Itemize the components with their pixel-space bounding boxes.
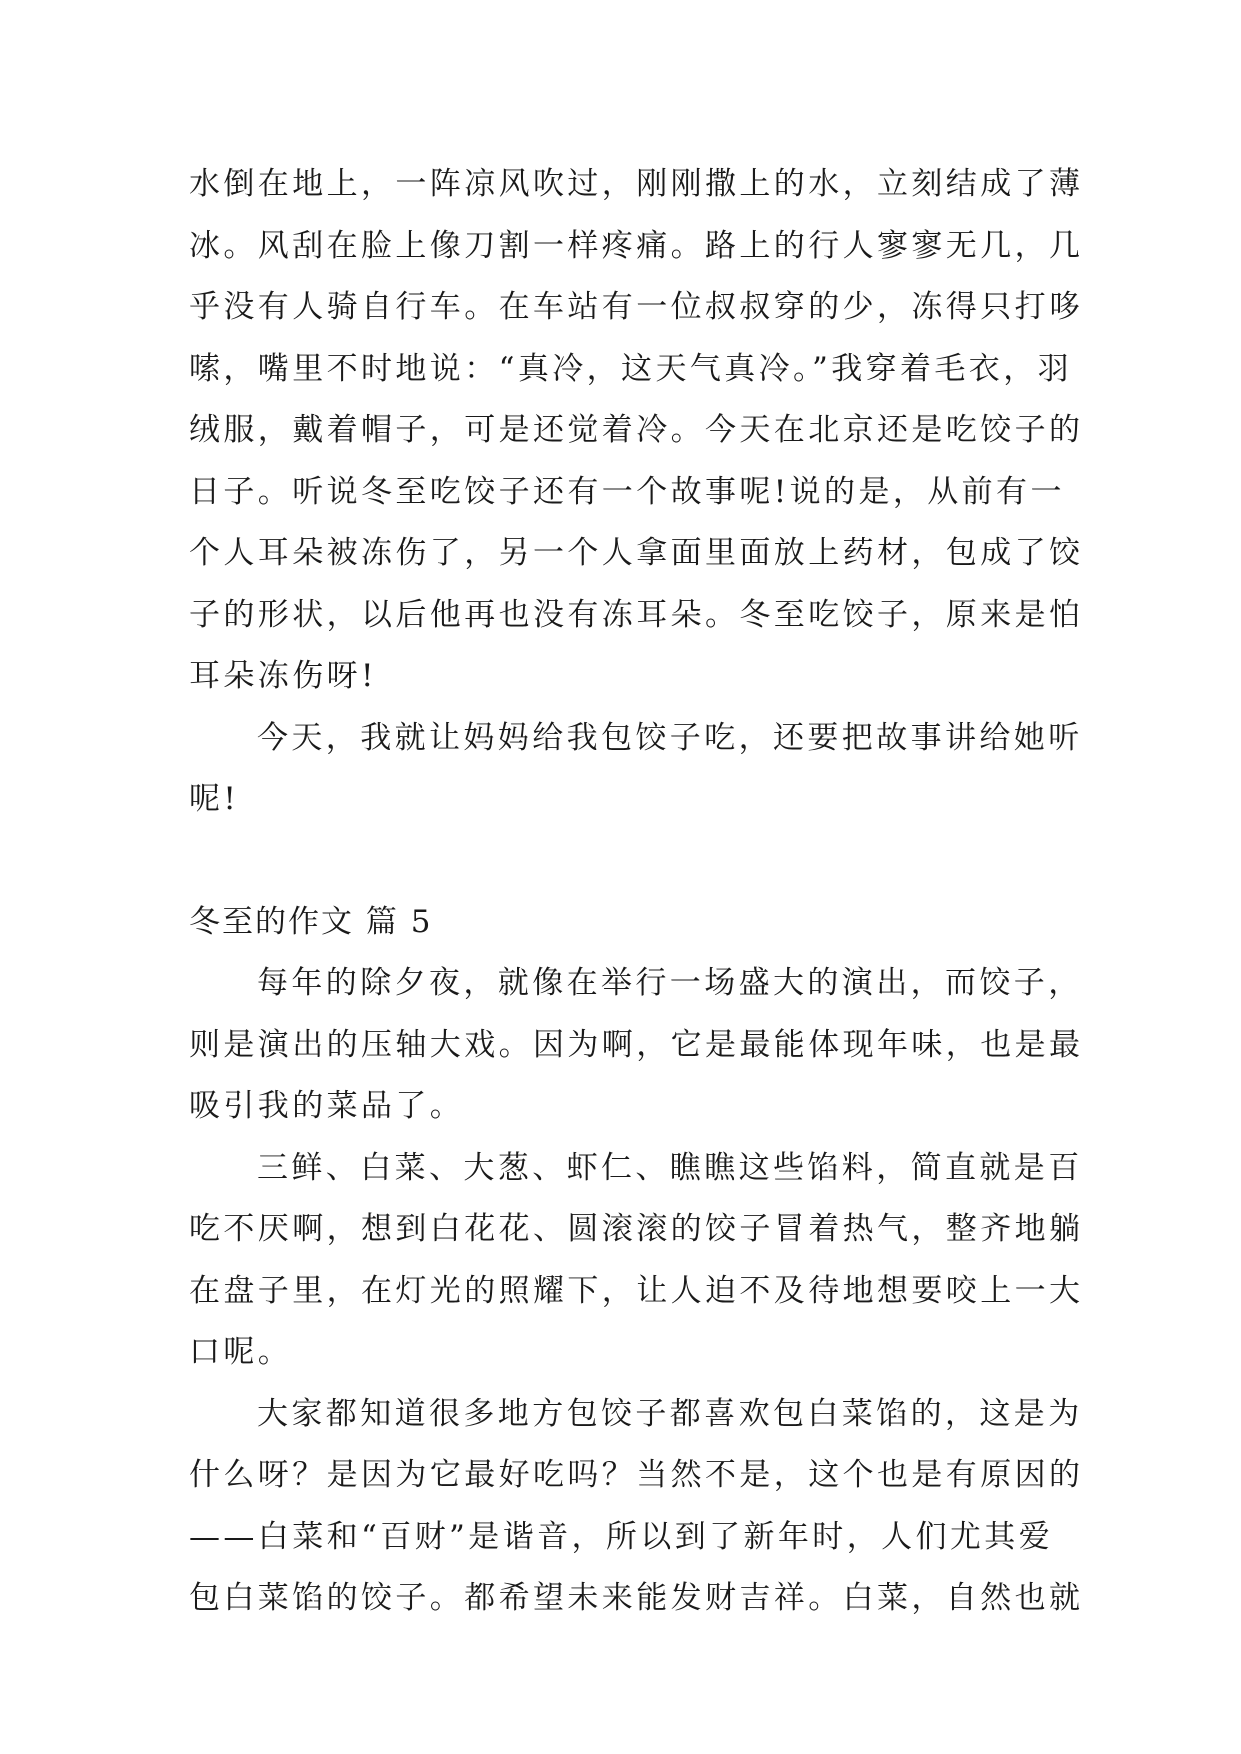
text-line: 每年的除夕夜，就像在举行一场盛大的演出，而饺子， bbox=[257, 965, 1083, 1001]
text-line: 包白菜馅的饺子。都希望未来能发财吉祥。白菜，自然也就 bbox=[189, 1580, 1084, 1616]
text-line: 子的形状，以后他再也没有冻耳朵。冬至吃饺子，原来是怕 bbox=[189, 596, 1084, 633]
text-line: 水倒在地上，一阵凉风吹过，刚刚撒上的水，立刻结成了薄 bbox=[189, 166, 1084, 202]
text-line: 冰。风刮在脸上像刀割一样疼痛。路上的行人寥寥无几，几 bbox=[189, 227, 1084, 264]
paragraph bbox=[189, 1384, 1084, 1630]
text-line: 什么呀？是因为它最好吃吗？当然不是，这个也是有原因的 bbox=[189, 1457, 1084, 1493]
text-line: 耳朵冻伤呀! bbox=[189, 658, 377, 694]
text-line: 日子。听说冬至吃饺子还有一个故事呢!说的是，从前有一 bbox=[189, 473, 1065, 510]
text-line: 大家都知道很多地方包饺子都喜欢包白菜馅的，这是为 bbox=[257, 1395, 1083, 1432]
section-spacer bbox=[189, 831, 1069, 892]
text-line: 则是演出的压轴大戏。因为啊，它是最能体现年味，也是最 bbox=[189, 1026, 1084, 1063]
paragraph bbox=[189, 708, 1083, 831]
text-line: 吸引我的菜品了。 bbox=[189, 1088, 465, 1124]
text-line: 三鲜、白菜、大葱、虾仁、瞧瞧这些馅料，简直就是百 bbox=[257, 1149, 1083, 1186]
paragraph bbox=[189, 953, 1084, 1138]
text-line: ——白菜和“百财”是谐音，所以到了新年时，人们尤其爱 bbox=[189, 1518, 1054, 1555]
document-body bbox=[189, 154, 1084, 1630]
text-line: 个人耳朵被冻伤了，另一个人拿面里面放上药材，包成了饺 bbox=[189, 535, 1084, 571]
text-line: 口呢。 bbox=[189, 1334, 293, 1370]
text-line: 乎没有人骑自行车。在车站有一位叔叔穿的少，冻得只打哆 bbox=[189, 289, 1084, 325]
text-line: 嗦，嘴里不时地说：“真冷，这天气真冷。”我穿着毛衣，羽 bbox=[189, 350, 1072, 387]
text-line: 吃不厌啊，想到白花花、圆滚滚的饺子冒着热气，整齐地躺 bbox=[189, 1211, 1084, 1247]
paragraph bbox=[189, 1138, 1084, 1384]
text-line: 绒服，戴着帽子，可是还觉着冷。今天在北京还是吃饺子的 bbox=[189, 412, 1084, 448]
text-line: 呢! bbox=[189, 781, 240, 817]
text-line: 今天，我就让妈妈给我包饺子吃，还要把故事讲给她听 bbox=[257, 719, 1083, 756]
text-line: 在盘子里，在灯光的照耀下，让人迫不及待地想要咬上一大 bbox=[189, 1272, 1084, 1309]
paragraph bbox=[189, 154, 1084, 708]
section-heading: 冬至的作文 篇 5 bbox=[189, 903, 433, 940]
